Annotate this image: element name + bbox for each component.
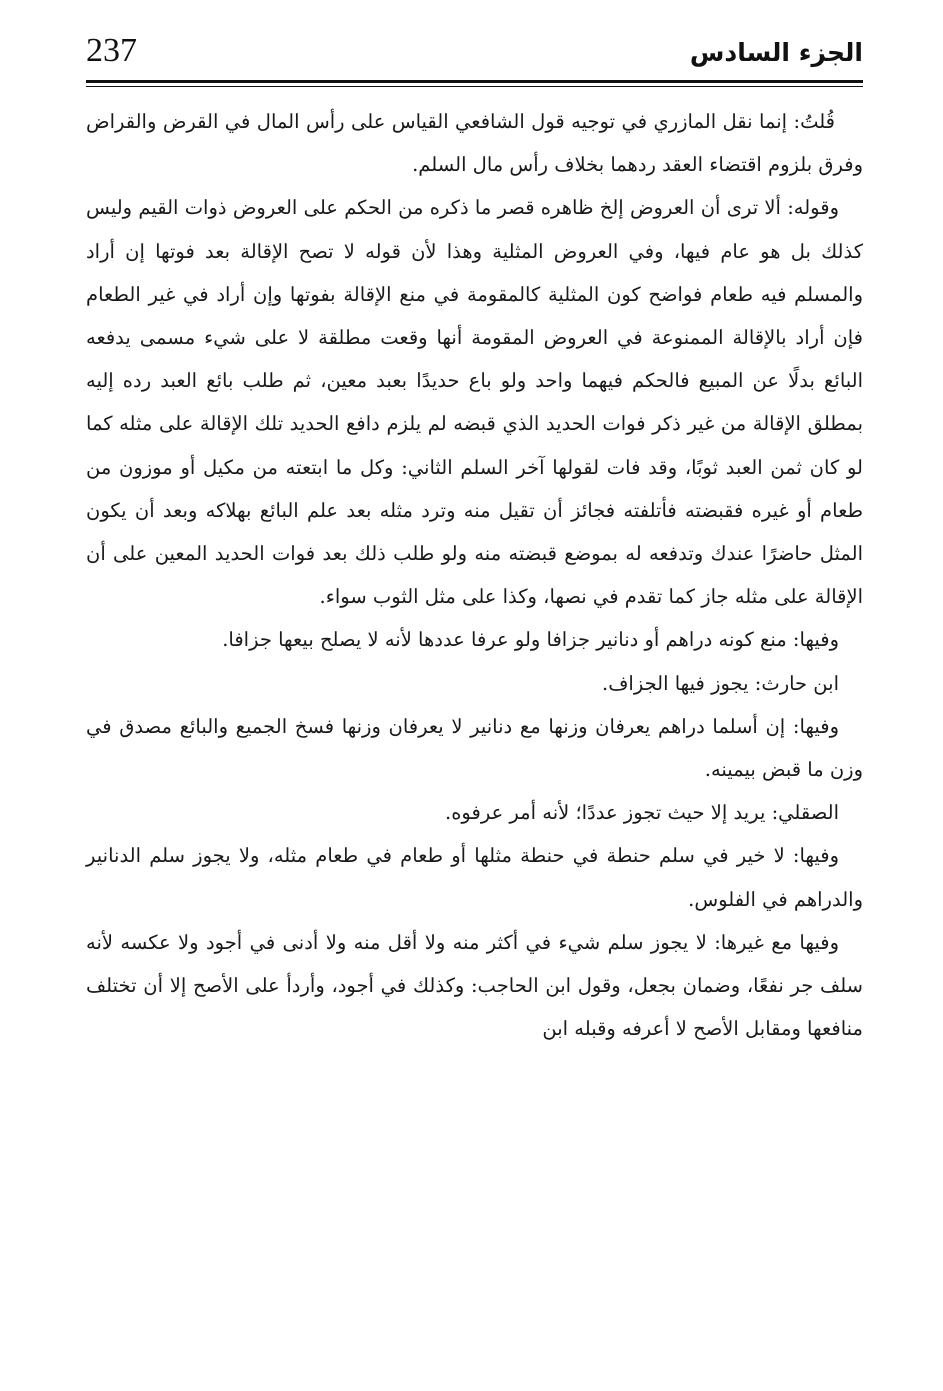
page-number: 237: [86, 32, 137, 69]
paragraph-4: ابن حارث: يجوز فيها الجزاف.: [602, 671, 839, 695]
paragraph-2: وقوله: ألا ترى أن العروض إلخ ظاهره قصر ما ذكره من الحكم على العروض ذوات القيم وليس كذلك بل هو عام فيها، وفي العروض المثلية وهذا لأن قوله لا تصح الإقالة بعد فوتها إن أراد والمسلم فيه طعام فواضح كون المثلية كالمقومة في منع الإقالة بفوتها وإن أراد في غير الطعام فإن أراد بالإقالة الممنوعة في العروض المقومة أنها وقعت مطلقة لا على شيء مسمى يدفعه البائع بدلًا عن المبيع فالحكم فيهما واحد ولو باع حديدًا بعبد معين، ثم طلب بائع العبد رده إليه بمطلق الإقالة من غير ذكر فوات الحديد الذي قبضه لم يلزم دافع الحديد تلك الإقالة على مثله كما لو كان ثمن العبد ثوبًا، وقد فات لقولها آخر السلم الثاني: وكل ما ابتعته من مكيل أو موزون من طعام أو غيره فقبضته فأتلفته فجائز أن تقيل منه وترد مثله بعد علم البائع بهلاكه وبعد أن يكون المثل حاضرًا عندك وتدفعه له بموضع قبضته منه ولو طلب ذلك بعد فوات الحديد المعين على أن الإقالة على مثله جاز كما تقدم في نصها، وكذا على مثل الثوب سواء.: [86, 196, 863, 609]
header-rule-thin: [86, 86, 863, 87]
paragraph-7: وفيها: لا خير في سلم حنطة في حنطة مثلها أو طعام في طعام مثله، ولا يجوز سلم الدنانير والدراهم في الفلوس.: [86, 844, 863, 911]
paragraph-3: وفيها: منع كونه دراهم أو دنانير جزافا ولو عرفا عددها لأنه لا يصلح بيعها جزافا.: [222, 628, 839, 652]
paragraph-1: قُلتُ: إنما نقل المازري في توجيه قول الشافعي القياس على رأس المال في القرض والقراض وفرق بلزوم اقتضاء العقد ردهما بخلاف رأس مال السلم.: [86, 110, 863, 177]
paragraph-8: وفيها مع غيرها: لا يجوز سلم شيء في أكثر منه ولا أقل منه ولا أدنى في أجود ولا عكسه لأنه سلف جر نفعًا، وضمان بجعل، وقول ابن الحاجب: وكذلك في أجود، وأردأ على الأصح إلا أن تختلف منافعها ومقابل الأصح لا أعرفه وقبله ابن: [86, 930, 863, 1041]
body-text: [86, 100, 863, 1050]
header-rule: [86, 80, 863, 83]
page-header: [86, 28, 863, 80]
paragraph-6: الصقلي: يريد إلا حيث تجوز عددًا؛ لأنه أمر عرفوه.: [445, 801, 839, 825]
paragraph-5: وفيها: إن أسلما دراهم يعرفان وزنها مع دنانير لا يعرفان وزنها فسخ الجميع والبائع مصدق في وزن ما قبض بيمينه.: [86, 714, 863, 782]
running-title: الجزء السادس: [689, 38, 863, 67]
